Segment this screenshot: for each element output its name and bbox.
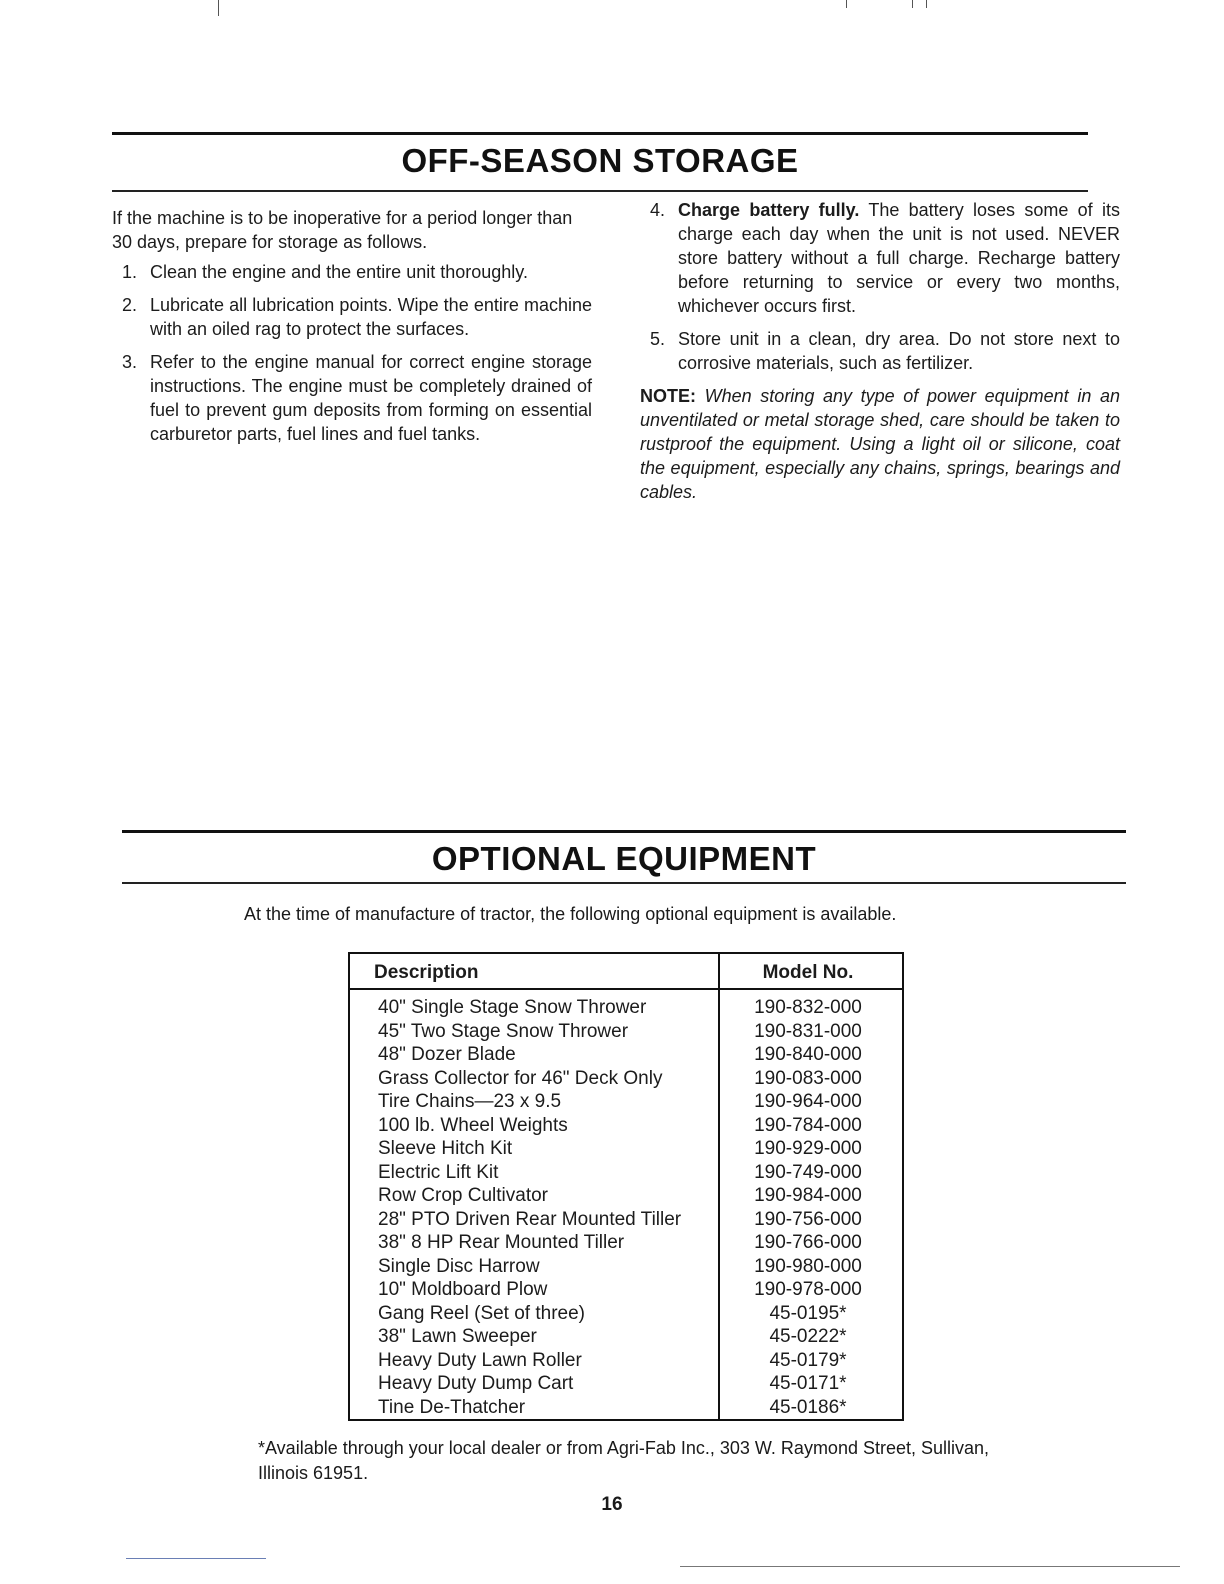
header-rule-bottom bbox=[112, 190, 1088, 192]
equipment-header bbox=[122, 830, 1126, 900]
step-text: Clean the engine and the entire unit thoroughly. bbox=[150, 262, 528, 282]
equipment-model-number: 190-832-000 bbox=[719, 989, 903, 1020]
page-number: 16 bbox=[601, 1494, 623, 1515]
equipment-description: Heavy Duty Lawn Roller bbox=[378, 1349, 582, 1371]
equipment-description: 38" 8 HP Rear Mounted Tiller bbox=[378, 1232, 625, 1253]
equipment-intro: At the time of manufacture of tractor, the following optional equipment is available. bbox=[244, 904, 897, 924]
table-row bbox=[349, 1184, 903, 1208]
list-item bbox=[112, 260, 592, 284]
storage-intro: If the machine is to be inoperative for a period longer than 30 days, prepare for storage as follows. bbox=[112, 208, 573, 252]
list-item bbox=[112, 350, 592, 446]
table-row bbox=[349, 1114, 903, 1138]
equipment-description: Sleeve Hitch Kit bbox=[378, 1138, 513, 1159]
note-label: NOTE: bbox=[640, 386, 696, 406]
table-row bbox=[349, 1161, 903, 1185]
table-header-row bbox=[349, 953, 903, 989]
equipment-description: Heavy Duty Dump Cart bbox=[378, 1373, 574, 1394]
storage-steps bbox=[112, 260, 592, 446]
header-rule-top bbox=[122, 830, 1126, 833]
equipment-description: 28" PTO Driven Rear Mounted Tiller bbox=[378, 1208, 682, 1230]
scan-mark bbox=[846, 0, 847, 8]
note-text: When storing any type of power equipment in an unventilated or metal storage shed, care should be taken to rustproof the equipment. Using a light oil or silicone, coat the equipment, especially any chains, springs, bearings and cables. bbox=[640, 386, 1120, 502]
storage-left-column bbox=[112, 206, 592, 455]
step-text: Refer to the engine manual for correct engine storage instructions. The engine must be completely drained of fuel to prevent gum deposits from forming on essential carburetor parts, fuel lines and fuel tanks. bbox=[150, 352, 592, 444]
equipment-description: 40" Single Stage Snow Thrower bbox=[378, 997, 647, 1018]
scan-mark bbox=[926, 0, 927, 8]
equipment-table-body bbox=[349, 989, 903, 1420]
equipment-model-number: 45-0186* bbox=[719, 1396, 903, 1421]
list-item bbox=[640, 327, 1120, 375]
step-number: 5. bbox=[650, 329, 666, 349]
equipment-description: Electric Lift Kit bbox=[378, 1161, 499, 1183]
step-number: 1. bbox=[122, 262, 138, 282]
equipment-model-number: 190-756-000 bbox=[719, 1208, 903, 1232]
equipment-description: Grass Collector for 46" Deck Only bbox=[378, 1067, 663, 1089]
equipment-model-number: 190-083-000 bbox=[719, 1067, 903, 1091]
equipment-description: 45" Two Stage Snow Thrower bbox=[378, 1020, 629, 1042]
equipment-model-number: 190-831-000 bbox=[719, 1020, 903, 1044]
equipment-description: Row Crop Cultivator bbox=[378, 1185, 548, 1206]
equipment-model-number: 45-0171* bbox=[719, 1372, 903, 1396]
equipment-description: 38" Lawn Sweeper bbox=[378, 1326, 537, 1347]
equipment-model-number: 190-784-000 bbox=[719, 1114, 903, 1138]
header-rule-top bbox=[112, 132, 1088, 135]
table-row bbox=[349, 1325, 903, 1349]
step-number: 4. bbox=[650, 200, 666, 220]
list-item bbox=[640, 198, 1120, 318]
equipment-model-number: 45-0195* bbox=[719, 1302, 903, 1326]
step-text: Lubricate all lubrication points. Wipe the entire machine with an oiled rag to protect the surfaces. bbox=[150, 295, 592, 339]
table-row bbox=[349, 1255, 903, 1279]
equipment-model-number: 190-984-000 bbox=[719, 1184, 903, 1208]
table-row bbox=[349, 1396, 903, 1421]
step-text: The battery loses some of its charge each day when the unit is not used. NEVER store battery without a full charge. Recharge battery before returning to service or every two months, whichever occurs first. bbox=[678, 200, 1120, 316]
table-row bbox=[349, 1208, 903, 1232]
table-row bbox=[349, 989, 903, 1020]
scan-mark bbox=[126, 1558, 266, 1559]
column-header-description: Description bbox=[349, 953, 719, 989]
equipment-description: 48" Dozer Blade bbox=[378, 1044, 516, 1065]
storage-header bbox=[112, 130, 1088, 200]
equipment-model-number: 190-978-000 bbox=[719, 1278, 903, 1302]
equipment-description: 10" Moldboard Plow bbox=[378, 1279, 548, 1300]
equipment-model-number: 190-964-000 bbox=[719, 1090, 903, 1114]
header-rule-bottom bbox=[122, 882, 1126, 884]
equipment-model-number: 45-0222* bbox=[719, 1325, 903, 1349]
table-row bbox=[349, 1372, 903, 1396]
equipment-model-number: 190-749-000 bbox=[719, 1161, 903, 1185]
scan-mark bbox=[680, 1566, 1180, 1567]
column-header-model: Model No. bbox=[719, 953, 903, 989]
equipment-description: Tire Chains—23 x 9.5 bbox=[378, 1091, 562, 1112]
equipment-model-number: 190-840-000 bbox=[719, 1043, 903, 1067]
equipment-footnote: *Available through your local dealer or from Agri-Fab Inc., 303 W. Raymond Street, Sullivan, Illinois 61951. bbox=[258, 1438, 990, 1483]
step-number: 2. bbox=[122, 295, 138, 315]
scan-mark bbox=[912, 0, 913, 8]
storage-right-column bbox=[640, 198, 1120, 504]
table-row bbox=[349, 1020, 903, 1044]
equipment-description: Single Disc Harrow bbox=[378, 1255, 540, 1277]
equipment-model-number: 190-766-000 bbox=[719, 1231, 903, 1255]
table-row bbox=[349, 1067, 903, 1091]
table-row bbox=[349, 1349, 903, 1373]
equipment-description: Gang Reel (Set of three) bbox=[378, 1302, 585, 1324]
table-row bbox=[349, 1090, 903, 1114]
table-row bbox=[349, 1137, 903, 1161]
equipment-model-number: 45-0179* bbox=[719, 1349, 903, 1373]
list-item bbox=[112, 293, 592, 341]
equipment-title: OPTIONAL EQUIPMENT bbox=[431, 840, 817, 877]
equipment-description: Tine De-Thatcher bbox=[378, 1396, 526, 1418]
table-row bbox=[349, 1278, 903, 1302]
storage-note bbox=[640, 384, 1120, 504]
equipment-description: 100 lb. Wheel Weights bbox=[378, 1114, 568, 1136]
storage-steps-continued bbox=[640, 198, 1120, 375]
storage-title: OFF-SEASON STORAGE bbox=[401, 142, 799, 179]
step-text: Store unit in a clean, dry area. Do not store next to corrosive materials, such as fertilizer. bbox=[678, 329, 1120, 373]
table-row bbox=[349, 1043, 903, 1067]
equipment-table bbox=[348, 952, 904, 1421]
step-number: 3. bbox=[122, 352, 138, 372]
step-bold-lead: Charge battery fully. bbox=[678, 200, 860, 220]
equipment-model-number: 190-929-000 bbox=[719, 1137, 903, 1161]
equipment-model-number: 190-980-000 bbox=[719, 1255, 903, 1279]
table-row bbox=[349, 1231, 903, 1255]
table-row bbox=[349, 1302, 903, 1326]
scan-mark bbox=[218, 0, 219, 16]
